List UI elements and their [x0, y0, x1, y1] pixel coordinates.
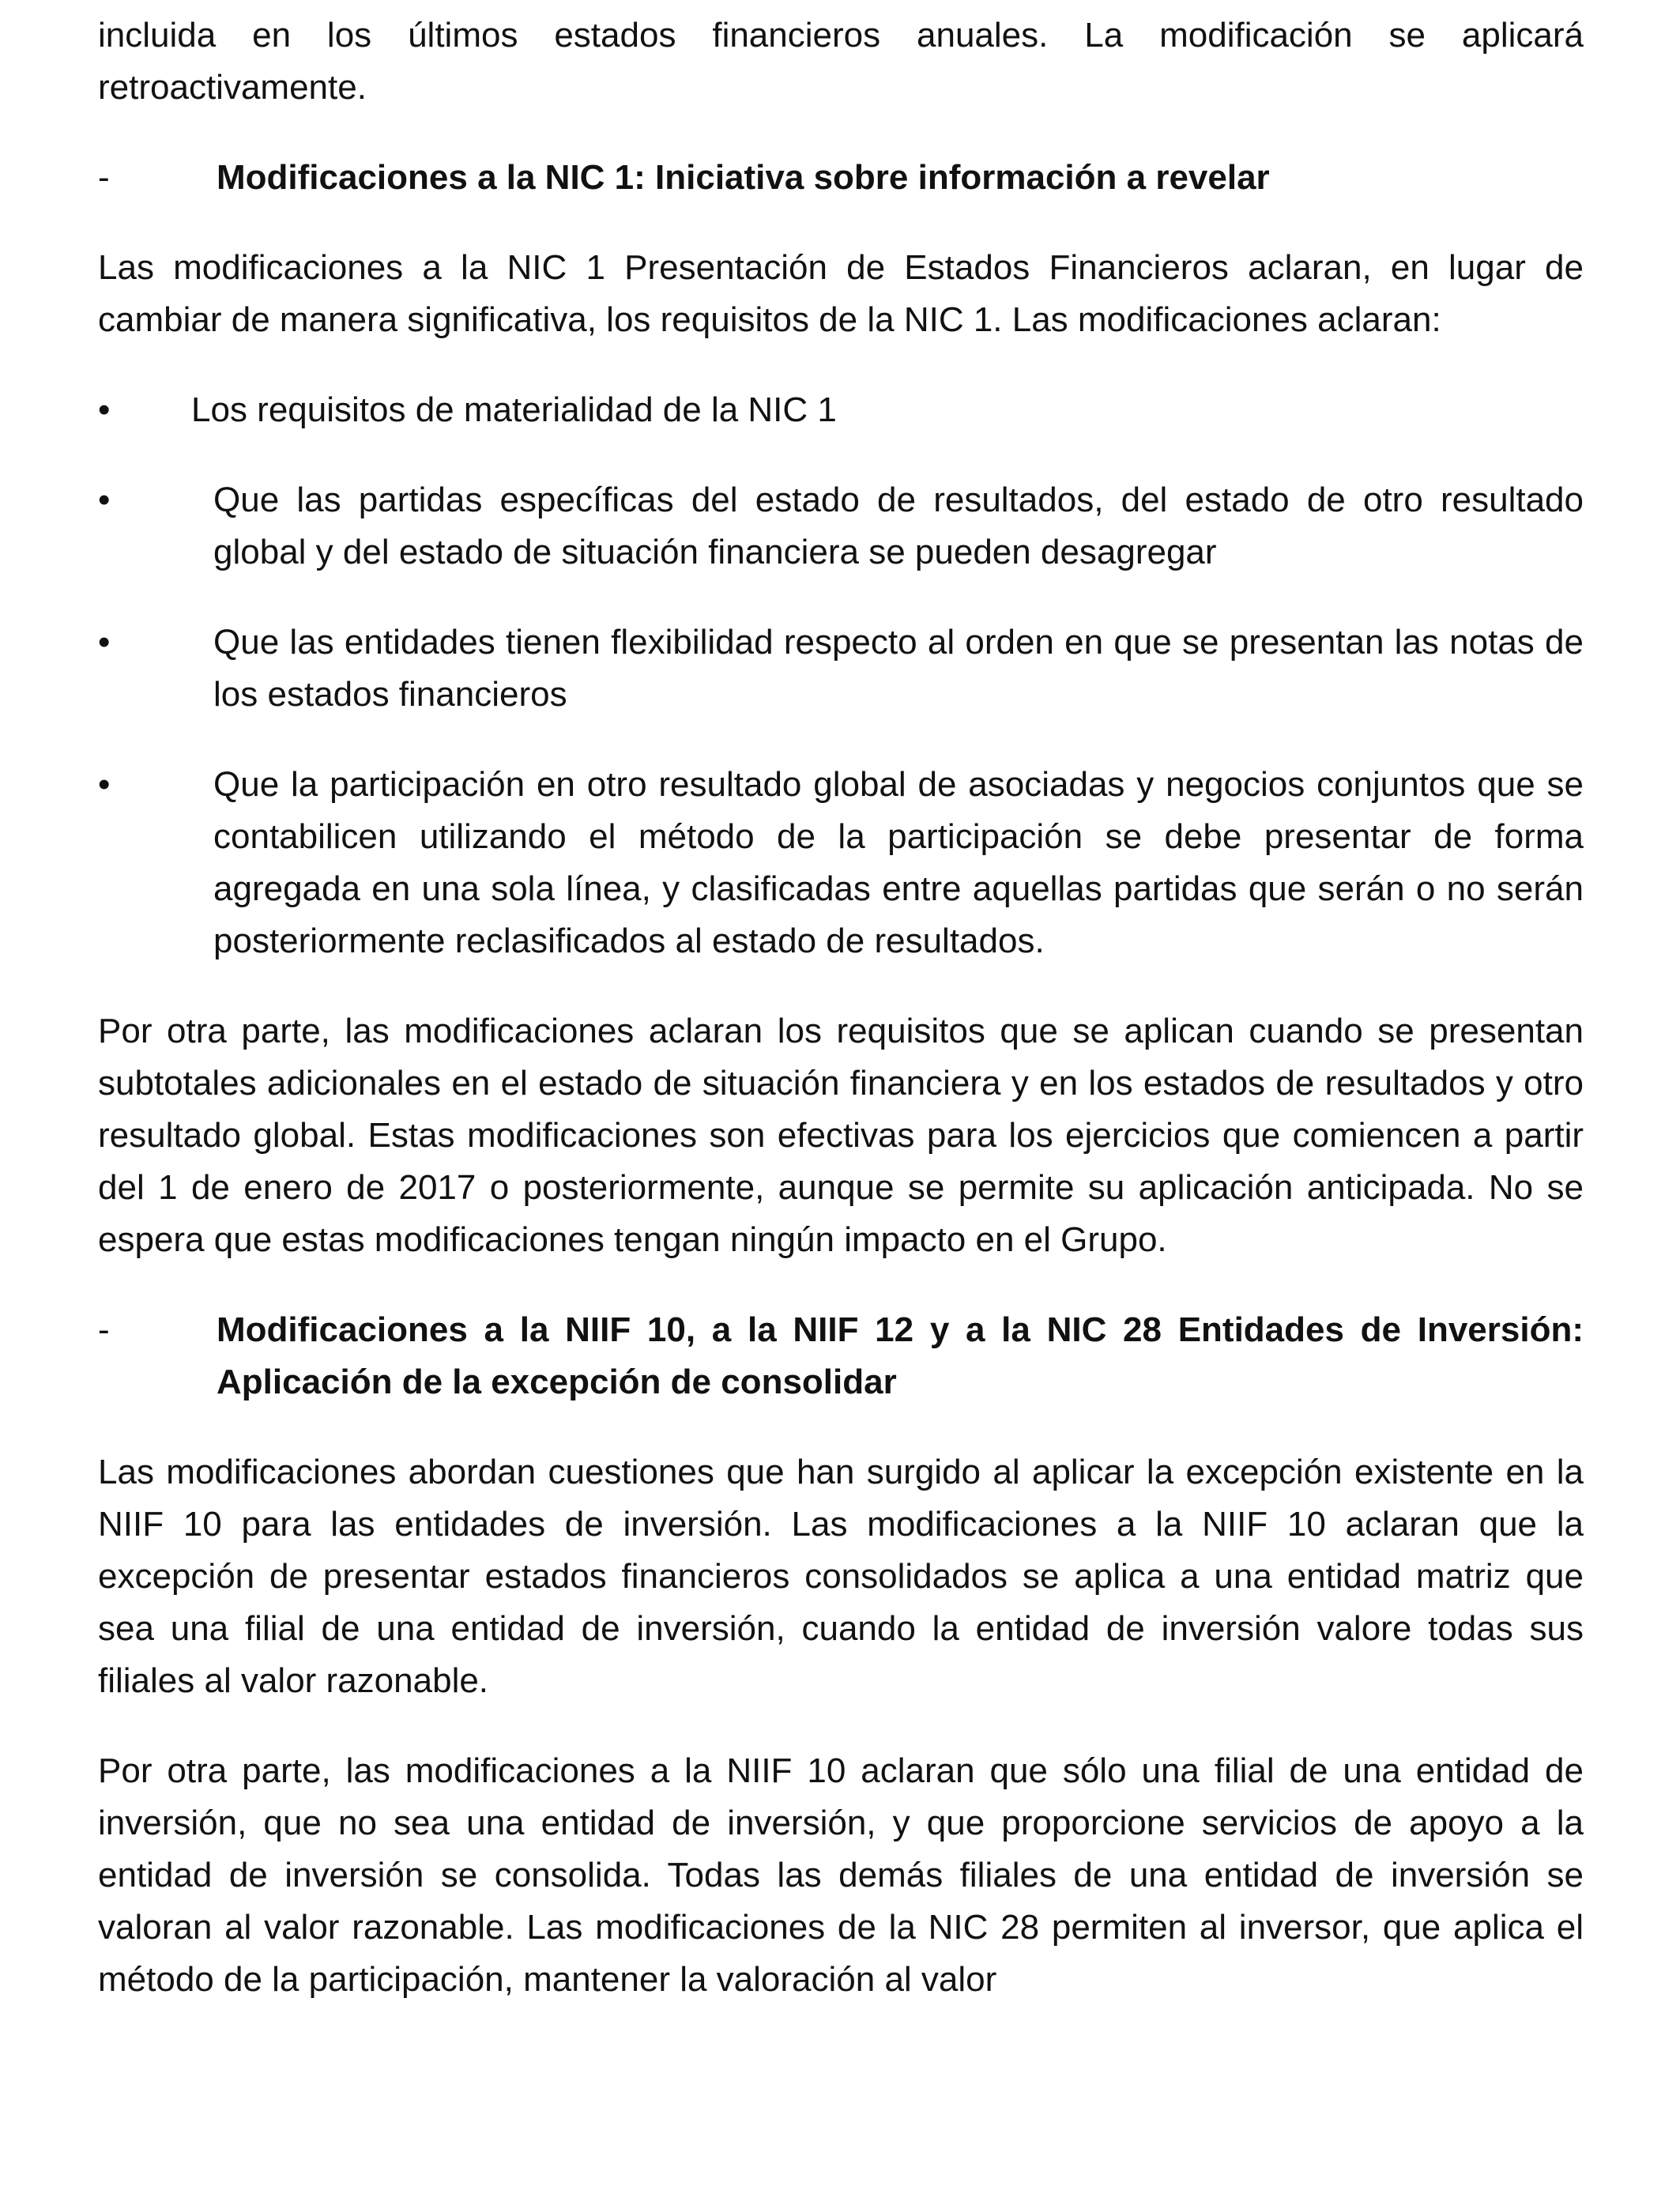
bullet-marker: • — [98, 623, 111, 662]
section-2-marker: - — [98, 1310, 110, 1349]
bullet-marker: • — [98, 481, 111, 519]
section-1-paragraph-1: Las modificaciones a la NIC 1 Presentación de Estados Financieros aclaran, en lugar de cambiar de manera significativa, los requisitos de la NIC 1. Las modificaciones aclaran: — [98, 248, 1584, 339]
bullet-item-4 — [98, 759, 1584, 967]
section-2-paragraph-1: Las modificaciones abordan cuestiones que han surgido al aplicar la excepción existente en la NIIF 10 para las entidades de inversión. Las modificaciones a la NIIF 10 aclaran que la excepción de presentar estados financieros consolidados se aplica a una entidad matriz que sea una filial de una entidad de inversión, cuando la entidad de inversión valore todas sus filiales al valor razonable. — [98, 1453, 1584, 1700]
section-2-paragraph-2: Por otra parte, las modificaciones a la NIIF 10 aclaran que sólo una filial de una entidad de inversión, que no sea una entidad de inversión, y que proporcione servicios de apoyo a la entidad de inversión se consolida. Todas las demás filiales de una entidad de inversión se valoran al valor razonable. Las modificaciones de la NIC 28 permiten al inversor, que aplica el método de la participación, mantener la valoración al valor — [98, 1751, 1584, 1999]
bullet-item-1 — [98, 384, 1584, 436]
section-1-heading — [98, 152, 1584, 204]
section-1-title: Modificaciones a la NIC 1: Iniciativa sobre información a revelar — [217, 158, 1270, 197]
bullet-item-2 — [98, 474, 1584, 579]
bullet-text: Que las partidas específicas del estado de resultados, del estado de otro resultado global y del estado de situación financiera se pueden desagregar — [213, 481, 1584, 571]
bullet-marker: • — [98, 765, 111, 804]
section-2-heading — [98, 1304, 1584, 1408]
bullet-text: Los requisitos de materialidad de la NIC 1 — [191, 390, 837, 429]
document-page — [98, 9, 1584, 2044]
section-1-paragraph-2: Por otra parte, las modificaciones aclaran los requisitos que se aplican cuando se presentan subtotales adicionales en el estado de situación financiera y en los estados de resultados y otro resultado global. Estas modificaciones son efectivas para los ejercicios que comiencen a partir del 1 de enero de 2017 o posteriormente, aunque se permite su aplicación anticipada. No se espera que estas modificaciones tengan ningún impacto en el Grupo. — [98, 1012, 1584, 1259]
bullet-text: Que las entidades tienen flexibilidad respecto al orden en que se presentan las notas de los estados financieros — [213, 623, 1584, 714]
bullet-item-3 — [98, 616, 1584, 721]
bullet-marker: • — [98, 390, 111, 429]
intro-paragraph: incluida en los últimos estados financieros anuales. La modificación se aplicará retroactivamente. — [98, 16, 1584, 107]
section-1-marker: - — [98, 158, 110, 197]
bullet-text: Que la participación en otro resultado global de asociadas y negocios conjuntos que se contabilicen utilizando el método de la participación se debe presentar de forma agregada en una sola línea, y clasificadas entre aquellas partidas que serán o no serán posteriormente reclasificados al estado de resultados. — [213, 765, 1584, 960]
section-2-title: Modificaciones a la NIIF 10, a la NIIF 12 y a la NIC 28 Entidades de Inversión: Aplicación de la excepción de consolidar — [217, 1310, 1584, 1401]
